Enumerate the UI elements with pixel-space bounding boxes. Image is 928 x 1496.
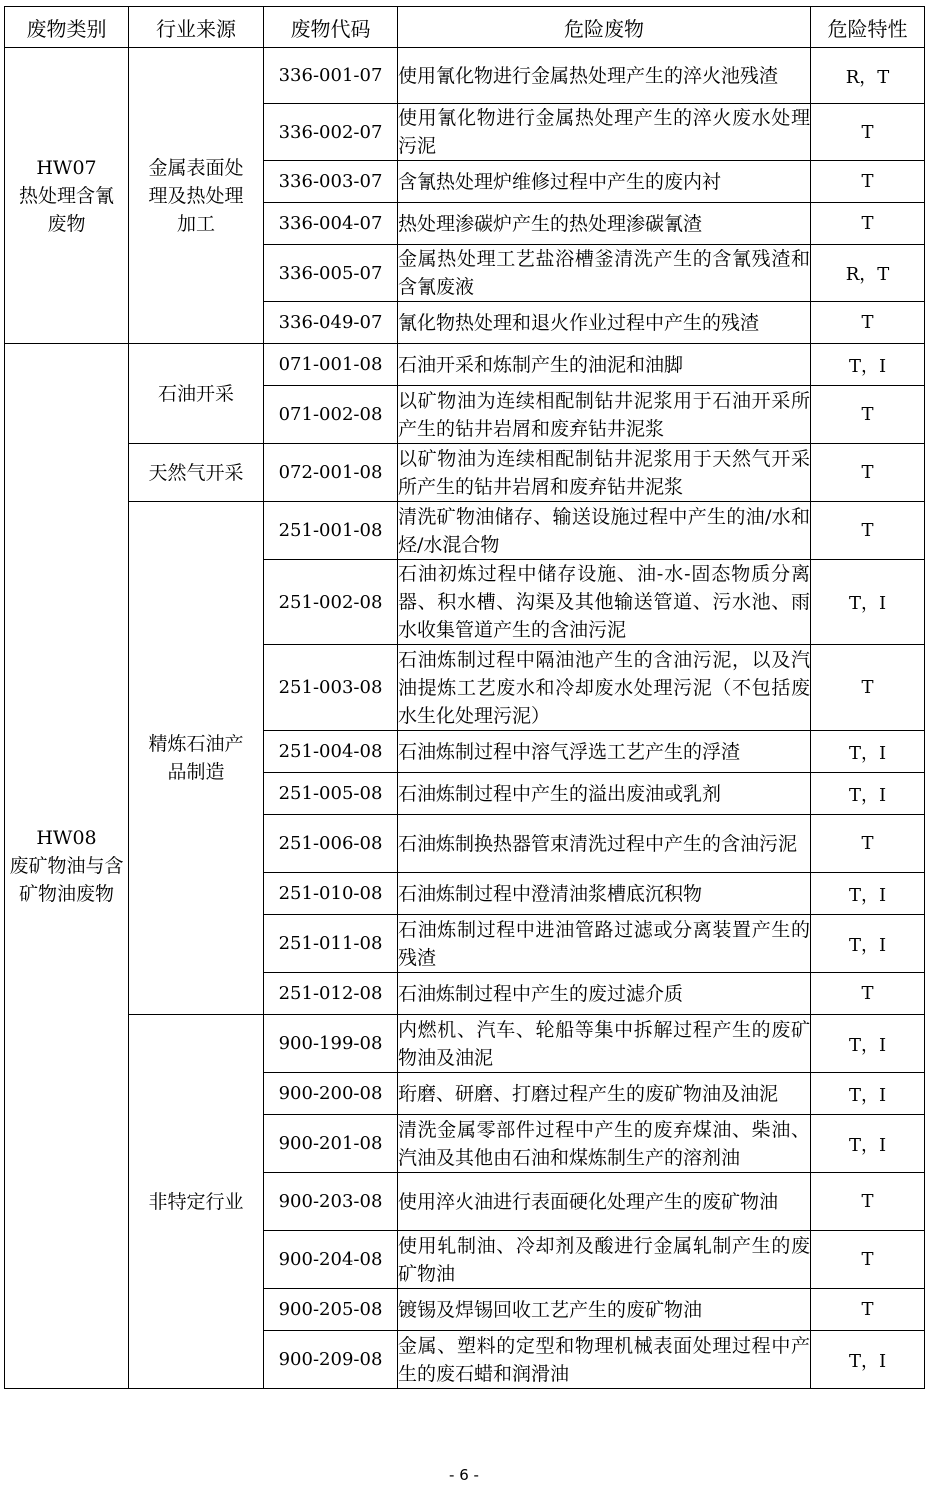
hazard-characteristic-cell: T [811, 444, 925, 502]
header-category: 废物类别 [5, 7, 129, 48]
waste-description-cell: 石油炼制换热器管束清洗过程中产生的含油污泥 [398, 815, 811, 873]
hazard-characteristic-cell: T，I [811, 873, 925, 915]
hazard-characteristic-cell: T，I [811, 1015, 925, 1073]
waste-code-cell: 071-001-08 [264, 344, 398, 386]
waste-code-cell: 336-005-07 [264, 245, 398, 302]
waste-description-cell: 石油炼制过程中进油管路过滤或分离装置产生的残渣 [398, 915, 811, 973]
hazard-characteristic-cell: R，T [811, 48, 925, 104]
waste-description-cell: 石油炼制过程中产生的废过滤介质 [398, 973, 811, 1015]
hazard-characteristic-cell: T [811, 645, 925, 731]
waste-description-cell: 石油炼制过程中澄清油浆槽底沉积物 [398, 873, 811, 915]
waste-code-cell: 336-003-07 [264, 161, 398, 203]
waste-code-cell: 900-205-08 [264, 1289, 398, 1331]
industry-source-cell: 精炼石油产 品制造 [129, 502, 264, 1015]
hazard-characteristic-cell: T [811, 502, 925, 560]
waste-code-cell: 900-199-08 [264, 1015, 398, 1073]
page-number: - 6 - [449, 1466, 479, 1484]
hazard-characteristic-cell: T，I [811, 1115, 925, 1173]
waste-description-cell: 以矿物油为连续相配制钻井泥浆用于石油开采所产生的钻井岩屑和废弃钻井泥浆 [398, 386, 811, 444]
waste-description-cell: 使用淬火油进行表面硬化处理产生的废矿物油 [398, 1173, 811, 1231]
hazard-characteristic-cell: T，I [811, 560, 925, 645]
waste-code-cell: 336-001-07 [264, 48, 398, 104]
header-code: 废物代码 [264, 7, 398, 48]
hazard-characteristic-cell: T，I [811, 1073, 925, 1115]
waste-code-cell: 251-010-08 [264, 873, 398, 915]
waste-description-cell: 金属、塑料的定型和物理机械表面处理过程中产生的废石蜡和润滑油 [398, 1331, 811, 1389]
table-row [5, 48, 925, 104]
waste-code-cell: 251-003-08 [264, 645, 398, 731]
waste-description-cell: 含氰热处理炉维修过程中产生的废内衬 [398, 161, 811, 203]
header-waste: 危险废物 [398, 7, 811, 48]
waste-code-cell: 900-201-08 [264, 1115, 398, 1173]
hazard-characteristic-cell: T，I [811, 915, 925, 973]
waste-code-cell: 900-204-08 [264, 1231, 398, 1289]
waste-description-cell: 内燃机、汽车、轮船等集中拆解过程产生的废矿物油及油泥 [398, 1015, 811, 1073]
header-characteristic: 危险特性 [811, 7, 925, 48]
table-body [5, 48, 925, 1389]
waste-code-cell: 251-002-08 [264, 560, 398, 645]
waste-category-cell: HW07 热处理含氰 废物 [5, 48, 129, 344]
header-industry: 行业来源 [129, 7, 264, 48]
waste-description-cell: 以矿物油为连续相配制钻井泥浆用于天然气开采所产生的钻井岩屑和废弃钻井泥浆 [398, 444, 811, 502]
waste-code-cell: 336-004-07 [264, 203, 398, 245]
waste-description-cell: 石油炼制过程中隔油池产生的含油污泥，以及汽油提炼工艺废水和冷却废水处理污泥（不包括废水生化处理污泥） [398, 645, 811, 731]
waste-description-cell: 金属热处理工艺盐浴槽釜清洗产生的含氰残渣和含氰废液 [398, 245, 811, 302]
hazard-characteristic-cell: T [811, 386, 925, 444]
waste-description-cell: 石油炼制过程中产生的溢出废油或乳剂 [398, 773, 811, 815]
waste-code-cell: 251-005-08 [264, 773, 398, 815]
waste-code-cell: 071-002-08 [264, 386, 398, 444]
table-row [5, 502, 925, 560]
waste-code-cell: 900-203-08 [264, 1173, 398, 1231]
hazard-characteristic-cell: T [811, 302, 925, 344]
industry-source-cell: 非特定行业 [129, 1015, 264, 1389]
industry-source-cell: 金属表面处 理及热处理 加工 [129, 48, 264, 344]
waste-description-cell: 使用氰化物进行金属热处理产生的淬火池残渣 [398, 48, 811, 104]
hazard-characteristic-cell: T，I [811, 344, 925, 386]
waste-description-cell: 珩磨、研磨、打磨过程产生的废矿物油及油泥 [398, 1073, 811, 1115]
waste-description-cell: 使用轧制油、冷却剂及酸进行金属轧制产生的废矿物油 [398, 1231, 811, 1289]
waste-code-cell: 251-004-08 [264, 731, 398, 773]
hazard-characteristic-cell: T [811, 161, 925, 203]
waste-code-cell: 072-001-08 [264, 444, 398, 502]
table-row [5, 1015, 925, 1073]
waste-code-cell: 251-012-08 [264, 973, 398, 1015]
hazard-characteristic-cell: R，T [811, 245, 925, 302]
table-header-row [5, 7, 925, 48]
waste-code-cell: 900-209-08 [264, 1331, 398, 1389]
hazard-characteristic-cell: T，I [811, 773, 925, 815]
waste-description-cell: 使用氰化物进行金属热处理产生的淬火废水处理污泥 [398, 104, 811, 161]
hazard-characteristic-cell: T [811, 104, 925, 161]
hazardous-waste-table [4, 6, 925, 1389]
waste-description-cell: 镀锡及焊锡回收工艺产生的废矿物油 [398, 1289, 811, 1331]
waste-description-cell: 氰化物热处理和退火作业过程中产生的残渣 [398, 302, 811, 344]
hazard-characteristic-cell: T，I [811, 731, 925, 773]
hazard-characteristic-cell: T [811, 815, 925, 873]
waste-code-cell: 900-200-08 [264, 1073, 398, 1115]
waste-description-cell: 石油炼制过程中溶气浮选工艺产生的浮渣 [398, 731, 811, 773]
waste-description-cell: 清洗金属零部件过程中产生的废弃煤油、柴油、汽油及其他由石油和煤炼制生产的溶剂油 [398, 1115, 811, 1173]
hazard-characteristic-cell: T，I [811, 1331, 925, 1389]
hazard-characteristic-cell: T [811, 1289, 925, 1331]
table-row [5, 444, 925, 502]
waste-code-cell: 251-011-08 [264, 915, 398, 973]
hazard-characteristic-cell: T [811, 1231, 925, 1289]
waste-code-cell: 336-002-07 [264, 104, 398, 161]
table-row [5, 344, 925, 386]
hazard-characteristic-cell: T [811, 203, 925, 245]
hazard-characteristic-cell: T [811, 973, 925, 1015]
hazard-characteristic-cell: T [811, 1173, 925, 1231]
waste-code-cell: 251-001-08 [264, 502, 398, 560]
industry-source-cell: 天然气开采 [129, 444, 264, 502]
waste-code-cell: 336-049-07 [264, 302, 398, 344]
waste-description-cell: 石油开采和炼制产生的油泥和油脚 [398, 344, 811, 386]
waste-category-cell: HW08 废矿物油与含 矿物油废物 [5, 344, 129, 1389]
waste-code-cell: 251-006-08 [264, 815, 398, 873]
waste-description-cell: 石油初炼过程中储存设施、油-水-固态物质分离器、积水槽、沟渠及其他输送管道、污水池、雨水收集管道产生的含油污泥 [398, 560, 811, 645]
waste-description-cell: 清洗矿物油储存、输送设施过程中产生的油/水和烃/水混合物 [398, 502, 811, 560]
waste-description-cell: 热处理渗碳炉产生的热处理渗碳氰渣 [398, 203, 811, 245]
industry-source-cell: 石油开采 [129, 344, 264, 444]
